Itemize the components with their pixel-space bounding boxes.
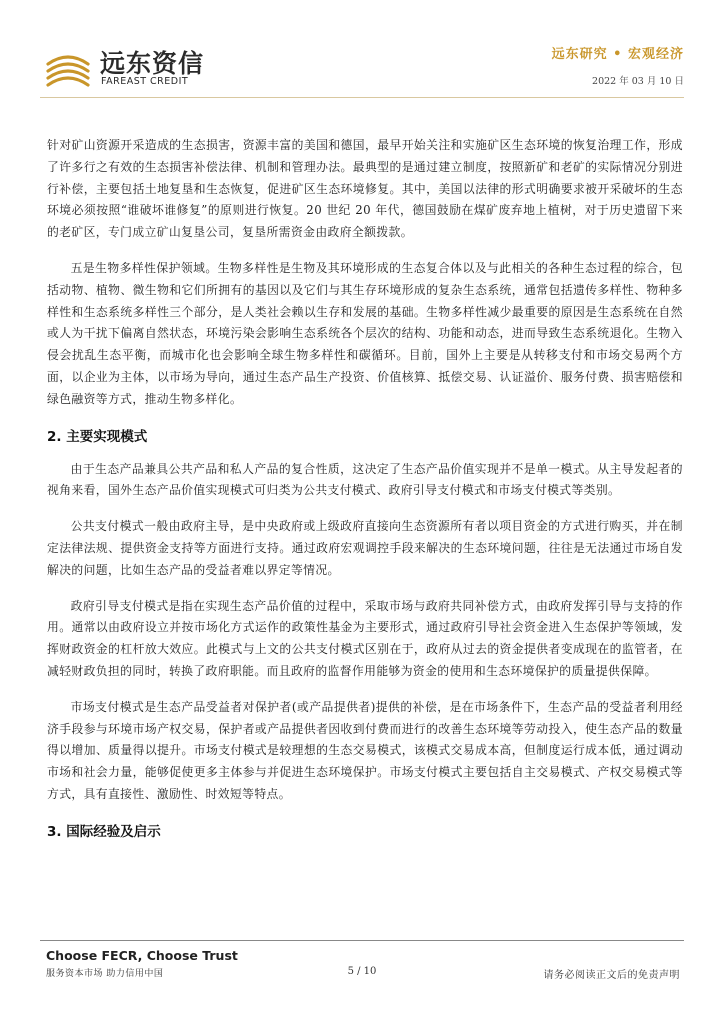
main-content [47, 135, 683, 854]
paragraph-biodiversity: 五是生物多样性保护领域。生物多样性是生物及其环境形成的生态复合体以及与此相关的各种生态过程的综合，包括动物、植物、微生物和它们所拥有的基因以及它们与其生存环境形成的复杂生态系统，通常包括遗传多样性、物种多样性和生态系统多样性三个部分，是人类社会赖以生存和发展的基础。生物多样性减少最重要的原因是生态系统在自然或人为干扰下偏离自然状态，环境污染会影响生态系统各个层次的结构、功能和动态，进而导致生态系统退化。生物入侵会扰乱生态平衡，而城市化也会影响全球生物多样性和碳循环。目前，国外上主要是从转移支付和市场交易两个方面，以企业为主体，以市场为导向，通过生态产品生产投资、价值核算、抵偿交易、认证溢价、服务付费、损害赔偿和绿色融资等方式，推动生物多样化。 [47, 260, 683, 406]
page-number: 5 / 10 [347, 966, 377, 977]
paragraph-modes-overview: 由于生态产品兼具公共产品和私人产品的复合性质，这决定了生态产品价值实现并不是单一模式。从主导发起者的视角来看，国外生态产品价值实现模式可归类为公共支付模式、政府引导支付模式和市场支付模式等类别。 [47, 461, 683, 498]
brand-name-en: FAREAST CREDIT [101, 76, 189, 87]
footer-subslogan: 服务资本市场 助力信用中国 [46, 969, 164, 979]
disclaimer-note: 请务必阅读正文后的免责声明 [543, 970, 680, 981]
section-heading-international-experience: 3. 国际经验及启示 [47, 823, 161, 840]
report-series-title: 远东研究 • 宏观经济 [551, 47, 684, 62]
paragraph-market-payment: 市场支付模式是生态产品受益者对保护者(或产品提供者)提供的补偿，是在市场条件下，生态产品的受益者利用经济手段参与环境市场产权交易，保护者或产品提供者因收到付费而进行的改善生态环境等劳动投入，使生态产品的数量得以增加、质量得以提升。市场支付模式是较理想的生态交易模式，该模式交易成本高，但制度运行成本低，通过调动市场和社会力量，能够促使更多主体参与并促进生态环境保护。市场支付模式主要包括自主交易模式、产权交易模式等方式，具有直接性、激励性、时效短等特点。 [47, 699, 683, 801]
footer-slogan: Choose FECR, Choose Trust [46, 948, 238, 963]
header-divider [40, 97, 684, 98]
fareast-credit-logo-icon [40, 40, 96, 96]
footer-divider [40, 940, 684, 941]
paragraph-government-guided: 政府引导支付模式是指在实现生态产品价值的过程中，采取市场与政府共同补偿方式，由政府发挥引导与支持的作用。通常以由政府设立并按市场化方式运作的政策性基金为主要形式，通过政府引导社会资金进入生态保护等领域，发挥财政资金的杠杆放大效应。此模式与上文的公共支付模式区别在于，政府从过去的资金提供者变成现在的监管者，在减轻财政负担的同时，转换了政府职能。而且政府的监督作用能够为资金的使用和生态环境保护的质量提供保障。 [47, 598, 683, 678]
section-heading-main-modes: 2. 主要实现模式 [47, 428, 148, 445]
paragraph-mining-restoration: 针对矿山资源开采造成的生态损害，资源丰富的美国和德国，最早开始关注和实施矿区生态环境的恢复治理工作，形成了许多行之有效的生态损害补偿法律、机制和管理办法。最典型的是通过建立制度，按照新矿和老矿的实际情况分别进行补偿，主要包括土地复垦和生态恢复，促进矿区生态环境修复。其中，美国以法律的形式明确要求被开采破坏的生态环境必须按照“谁破坏谁修复”的原则进行恢复。20 世纪 20 年代，德国鼓励在煤矿废弃地上植树，对于历史遗留下来的老矿区，专门成立矿山复垦公司，复垦所需资金由政府全额拨款。 [47, 138, 683, 240]
brand-name-cn: 远东资信 [100, 49, 205, 78]
report-date: 2022 年 03 月 10 日 [592, 76, 684, 87]
paragraph-public-payment: 公共支付模式一般由政府主导，是中央政府或上级政府直接向生态资源所有者以项目资金的方式进行购买，并在制定法律法规、提供资金支持等方面进行支持。通过政府宏观调控手段来解决的生态环境问题，往往是无法通过市场自发解决的问题，比如生态产品的受益者难以界定等情况。 [47, 519, 683, 577]
page-header [0, 0, 724, 110]
page-footer [0, 930, 724, 1024]
